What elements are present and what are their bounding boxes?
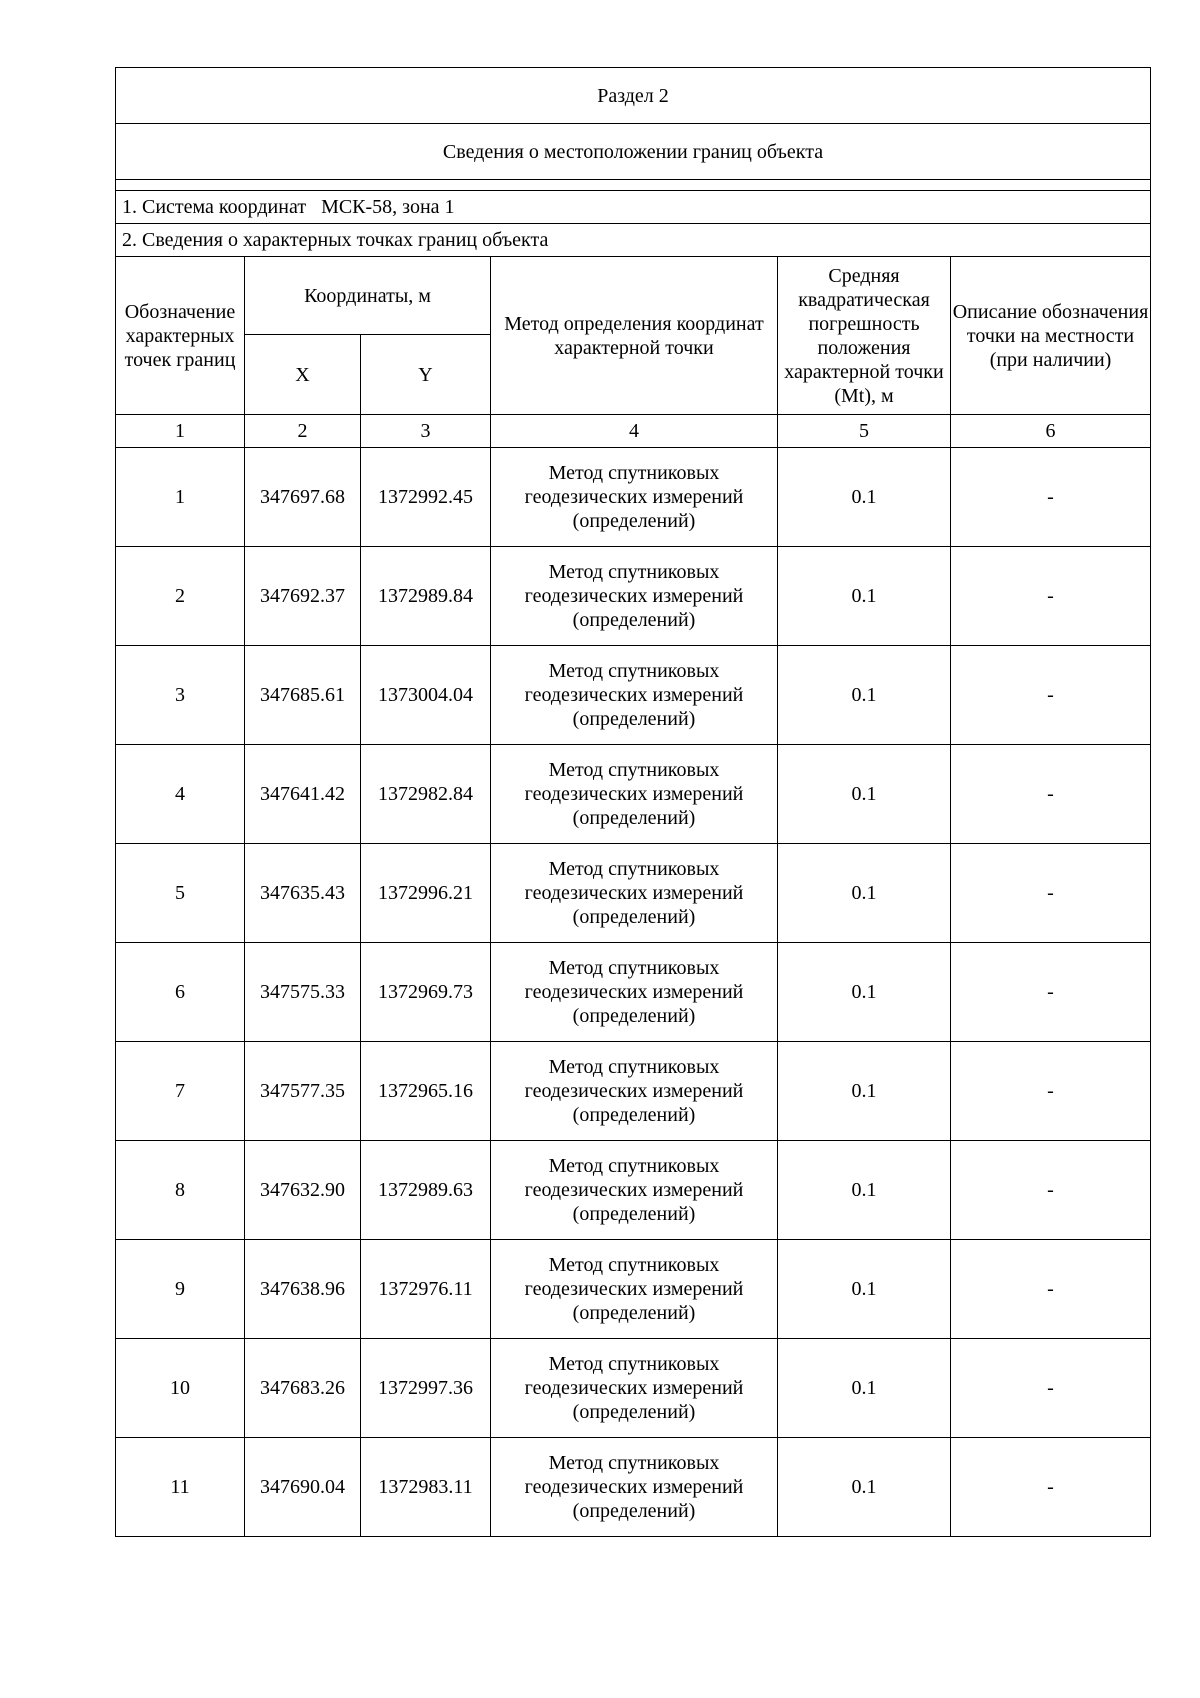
header-y: Y — [361, 335, 491, 415]
method-cell: Метод спутниковых геодезических измерений (определений) — [491, 1438, 778, 1537]
y-coordinate-cell: 1372989.63 — [361, 1141, 491, 1240]
section-subtitle: Сведения о местоположении границ объекта — [116, 124, 1151, 180]
table-row — [116, 745, 1151, 844]
accuracy-cell: 0.1 — [778, 844, 951, 943]
y-coordinate-cell: 1372997.36 — [361, 1339, 491, 1438]
point-number-cell: 6 — [116, 943, 245, 1042]
accuracy-cell: 0.1 — [778, 943, 951, 1042]
table-row — [116, 1438, 1151, 1537]
header-coordinates: Координаты, м — [245, 257, 491, 335]
header-method: Метод определения координат характерной точки — [491, 257, 778, 415]
x-coordinate-cell: 347635.43 — [245, 844, 361, 943]
y-coordinate-cell: 1372965.16 — [361, 1042, 491, 1141]
document-sheet — [115, 67, 1150, 1537]
accuracy-cell: 0.1 — [778, 745, 951, 844]
point-number-cell: 8 — [116, 1141, 245, 1240]
column-number: 6 — [951, 415, 1151, 448]
boundary-points-table — [115, 67, 1151, 1537]
column-numbers-row — [116, 415, 1151, 448]
point-number-cell: 9 — [116, 1240, 245, 1339]
points-heading-row — [116, 224, 1151, 257]
accuracy-cell: 0.1 — [778, 1339, 951, 1438]
x-coordinate-cell: 347690.04 — [245, 1438, 361, 1537]
description-cell: - — [951, 943, 1151, 1042]
description-cell: - — [951, 1240, 1151, 1339]
description-cell: - — [951, 1042, 1151, 1141]
table-row — [116, 1339, 1151, 1438]
table-row — [116, 844, 1151, 943]
y-coordinate-cell: 1372982.84 — [361, 745, 491, 844]
y-coordinate-cell: 1372989.84 — [361, 547, 491, 646]
method-cell: Метод спутниковых геодезических измерений (определений) — [491, 844, 778, 943]
description-cell: - — [951, 646, 1151, 745]
column-number: 1 — [116, 415, 245, 448]
x-coordinate-cell: 347685.61 — [245, 646, 361, 745]
point-number-cell: 2 — [116, 547, 245, 646]
x-coordinate-cell: 347692.37 — [245, 547, 361, 646]
method-cell: Метод спутниковых геодезических измерений (определений) — [491, 646, 778, 745]
accuracy-cell: 0.1 — [778, 1141, 951, 1240]
table-row — [116, 1042, 1151, 1141]
table-row — [116, 547, 1151, 646]
header-designation: Обозначение характерных точек границ — [116, 257, 245, 415]
x-coordinate-cell: 347697.68 — [245, 448, 361, 547]
method-cell: Метод спутниковых геодезических измерений (определений) — [491, 448, 778, 547]
coord-system-value: МСК-58, зона 1 — [321, 196, 455, 218]
column-number: 2 — [245, 415, 361, 448]
spacer-row — [116, 180, 1151, 191]
y-coordinate-cell: 1372996.21 — [361, 844, 491, 943]
header-description: Описание обозначения точки на местности (при наличии) — [951, 257, 1151, 415]
y-coordinate-cell: 1372969.73 — [361, 943, 491, 1042]
point-number-cell: 11 — [116, 1438, 245, 1537]
description-cell: - — [951, 844, 1151, 943]
header-accuracy: Средняя квадратическая погрешность положения характерной точки (Mt), м — [778, 257, 951, 415]
table-row — [116, 1141, 1151, 1240]
y-coordinate-cell: 1373004.04 — [361, 646, 491, 745]
description-cell: - — [951, 448, 1151, 547]
table-row — [116, 448, 1151, 547]
accuracy-cell: 0.1 — [778, 448, 951, 547]
table-row — [116, 646, 1151, 745]
method-cell: Метод спутниковых геодезических измерений (определений) — [491, 1042, 778, 1141]
coord-system-cell — [116, 191, 1151, 224]
description-cell: - — [951, 745, 1151, 844]
x-coordinate-cell: 347638.96 — [245, 1240, 361, 1339]
section-subtitle-row — [116, 124, 1151, 180]
method-cell: Метод спутниковых геодезических измерений (определений) — [491, 943, 778, 1042]
point-number-cell: 5 — [116, 844, 245, 943]
column-number: 5 — [778, 415, 951, 448]
x-coordinate-cell: 347632.90 — [245, 1141, 361, 1240]
header-row-1 — [116, 257, 1151, 335]
section-title-row — [116, 68, 1151, 124]
point-number-cell: 7 — [116, 1042, 245, 1141]
method-cell: Метод спутниковых геодезических измерений (определений) — [491, 1339, 778, 1438]
coord-system-label: 1. Система координат — [122, 196, 307, 218]
description-cell: - — [951, 1141, 1151, 1240]
column-number: 3 — [361, 415, 491, 448]
table-row — [116, 943, 1151, 1042]
description-cell: - — [951, 1438, 1151, 1537]
accuracy-cell: 0.1 — [778, 1042, 951, 1141]
point-number-cell: 1 — [116, 448, 245, 547]
method-cell: Метод спутниковых геодезических измерений (определений) — [491, 1240, 778, 1339]
point-number-cell: 10 — [116, 1339, 245, 1438]
section-title: Раздел 2 — [116, 68, 1151, 124]
x-coordinate-cell: 347575.33 — [245, 943, 361, 1042]
header-x: X — [245, 335, 361, 415]
method-cell: Метод спутниковых геодезических измерений (определений) — [491, 745, 778, 844]
point-number-cell: 3 — [116, 646, 245, 745]
description-cell: - — [951, 547, 1151, 646]
point-number-cell: 4 — [116, 745, 245, 844]
description-cell: - — [951, 1339, 1151, 1438]
column-number: 4 — [491, 415, 778, 448]
table-row — [116, 1240, 1151, 1339]
accuracy-cell: 0.1 — [778, 547, 951, 646]
method-cell: Метод спутниковых геодезических измерений (определений) — [491, 1141, 778, 1240]
accuracy-cell: 0.1 — [778, 646, 951, 745]
x-coordinate-cell: 347577.35 — [245, 1042, 361, 1141]
method-cell: Метод спутниковых геодезических измерений (определений) — [491, 547, 778, 646]
x-coordinate-cell: 347683.26 — [245, 1339, 361, 1438]
y-coordinate-cell: 1372992.45 — [361, 448, 491, 547]
y-coordinate-cell: 1372983.11 — [361, 1438, 491, 1537]
spacer-cell — [116, 180, 1151, 191]
accuracy-cell: 0.1 — [778, 1438, 951, 1537]
coord-system-row — [116, 191, 1151, 224]
y-coordinate-cell: 1372976.11 — [361, 1240, 491, 1339]
x-coordinate-cell: 347641.42 — [245, 745, 361, 844]
points-heading: 2. Сведения о характерных точках границ объекта — [116, 224, 1151, 257]
accuracy-cell: 0.1 — [778, 1240, 951, 1339]
